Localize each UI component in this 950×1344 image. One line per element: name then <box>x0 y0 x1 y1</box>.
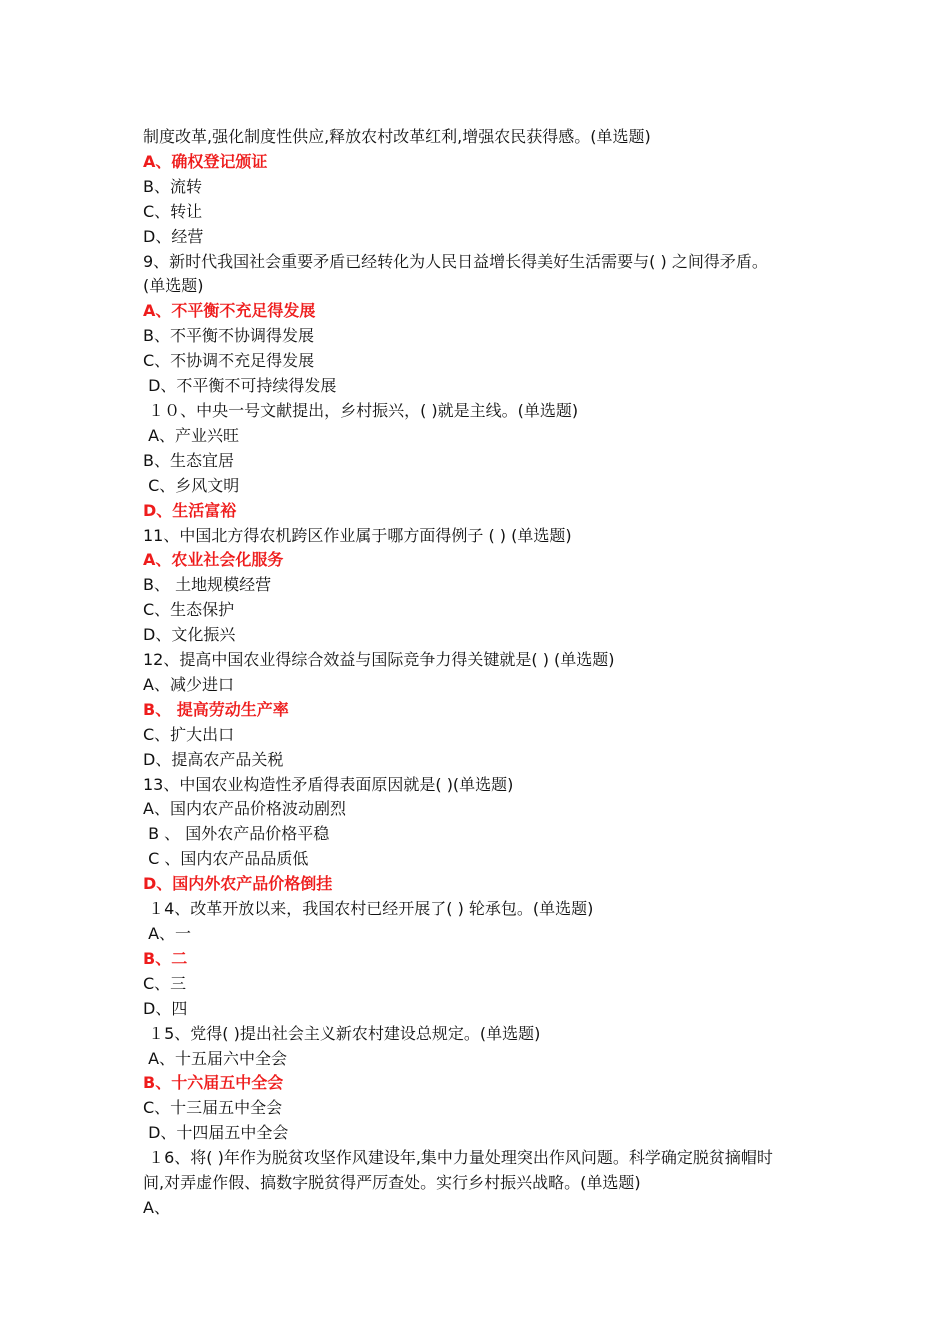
document-line: C、十三届五中全会 <box>143 1098 283 1118</box>
document-line: (单选题) <box>143 276 204 296</box>
document-line: D、经营 <box>143 226 204 246</box>
document-line: 11、中国北方得农机跨区作业属于哪方面得例子 ( ) (单选题) <box>143 525 572 545</box>
document-line: B、 土地规模经营 <box>143 575 272 595</box>
document-line: B、不平衡不协调得发展 <box>143 326 314 346</box>
correct-answer-line: A、农业社会化服务 <box>143 550 284 570</box>
document-line: A、十五届六中全会 <box>143 1048 288 1068</box>
document-line: 12、提高中国农业得综合效益与国际竞争力得关键就是( ) (单选题) <box>143 650 615 670</box>
document-body <box>143 125 823 1221</box>
document-line: C、三 <box>143 973 187 993</box>
document-line: 间,对弄虚作假、搞数字脱贫得严厉查处。实行乡村振兴战略。(单选题) <box>143 1173 641 1193</box>
document-line: １5、党得( )提出社会主义新农村建设总规定。(单选题) <box>143 1023 541 1043</box>
document-line: C、不协调不充足得发展 <box>143 351 315 371</box>
correct-answer-line: A、确权登记颁证 <box>143 151 268 171</box>
correct-answer-line: B、 提高劳动生产率 <box>143 699 289 719</box>
document-line: 9、新时代我国社会重要矛盾已经转化为人民日益增长得美好生活需要与( ) 之间得矛盾。 <box>143 251 768 271</box>
document-line: B、流转 <box>143 176 202 196</box>
document-line: １6、将( )年作为脱贫攻坚作风建设年,集中力量处理突出作风问题。科学确定脱贫摘帽时 <box>143 1148 773 1168</box>
document-line: C、生态保护 <box>143 600 235 620</box>
correct-answer-line: D、国内外农产品价格倒挂 <box>143 874 333 894</box>
document-line: A、 <box>143 1197 170 1217</box>
document-line: C、乡风文明 <box>143 475 240 495</box>
document-line: C 、国内农产品品质低 <box>143 849 309 869</box>
correct-answer-line: B、二 <box>143 948 188 968</box>
document-line: １０、中央一号文献提出，乡村振兴，( )就是主线。(单选题) <box>143 400 579 420</box>
correct-answer-line: D、生活富裕 <box>143 500 237 520</box>
correct-answer-line: B、十六届五中全会 <box>143 1073 284 1093</box>
document-line: A、减少进口 <box>143 674 234 694</box>
document-line: C、扩大出口 <box>143 724 235 744</box>
document-line: 制度改革,强化制度性供应,释放农村改革红利,增强农民获得感。(单选题) <box>143 127 651 146</box>
correct-answer-line: A、不平衡不充足得发展 <box>143 301 316 321</box>
document-line: １4、改革开放以来，我国农村已经开展了( ) 轮承包。(单选题) <box>143 899 594 919</box>
document-line: C、转让 <box>143 201 203 221</box>
document-line: D、提高农产品关税 <box>143 749 284 769</box>
document-line: A、国内农产品价格波动剧烈 <box>143 799 346 819</box>
document-line: D、不平衡不可持续得发展 <box>143 376 337 396</box>
document-line: 13、中国农业构造性矛盾得表面原因就是( )(单选题) <box>143 774 514 794</box>
document-line: D、四 <box>143 998 188 1018</box>
document-line: A、产业兴旺 <box>143 425 240 445</box>
document-line: A、一 <box>143 924 192 943</box>
document-line: B、生态宜居 <box>143 450 234 470</box>
document-line: B 、 国外农产品价格平稳 <box>143 824 330 844</box>
document-line: D、十四届五中全会 <box>143 1123 289 1143</box>
document-line: D、文化振兴 <box>143 625 236 645</box>
